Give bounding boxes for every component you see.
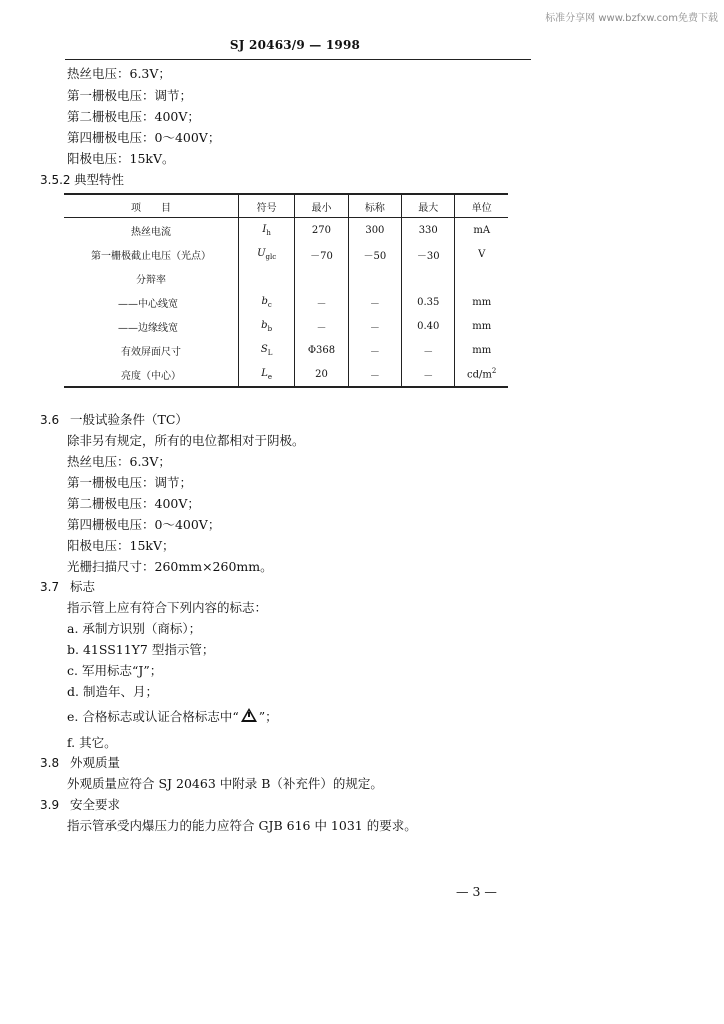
cell-max: [402, 266, 455, 290]
cell-nominal: －: [348, 362, 401, 387]
col-header-max: 最大: [402, 194, 455, 218]
cell-max: －: [402, 362, 455, 387]
cell-unit: V: [455, 242, 508, 266]
section-heading-38: [40, 753, 120, 771]
section-title: 外观质量: [70, 755, 121, 770]
table-row: [64, 266, 508, 290]
cell-name: 有效屏面尺寸: [120, 346, 181, 358]
list-item: f. 其它。: [67, 735, 117, 750]
page-number: — 3 —: [456, 884, 497, 899]
body-line: 指示管上应有符合下列内容的标志：: [67, 600, 268, 615]
section-title: 典型特性: [74, 172, 125, 187]
cell-unit: mm: [455, 338, 508, 362]
cell-nominal: －50: [348, 242, 401, 266]
cell-max: －30: [402, 242, 455, 266]
col-header-min: 最小: [295, 194, 348, 218]
table-row: [64, 218, 508, 243]
cell-max: 330: [402, 218, 455, 243]
cell-min: －: [295, 314, 348, 338]
cell-min: 20: [295, 362, 348, 387]
body-line: 光栅扫描尺寸：260mm×260mm。: [67, 559, 273, 574]
cell-unit: mm: [455, 314, 508, 338]
list-item: d. 制造年、月；: [67, 684, 158, 699]
warning-triangle-icon: [241, 708, 257, 722]
body-line: 阳极电压：15kV；: [67, 538, 175, 553]
condition-line: 阳极电压：15kV。: [67, 151, 175, 166]
list-item: a. 承制方识别（商标）；: [67, 621, 202, 636]
cell-max: 0.35: [402, 290, 455, 314]
section-heading-352: [40, 170, 124, 188]
section-number: 3.6: [40, 413, 60, 427]
list-item: b. 41SS11Y7 型指示管；: [67, 642, 215, 657]
cell-name: 亮度（中心）: [120, 370, 181, 382]
cell-symbol: $L_e$: [238, 362, 294, 387]
cell-name: ——边缘线宽: [118, 322, 178, 334]
cell-nominal: [348, 266, 401, 290]
body-line: 指示管承受内爆压力的能力应符合 GJB 616 中 1031 的要求。: [67, 818, 417, 833]
cell-name: ——中心线宽: [118, 298, 178, 310]
section-title: 标志: [70, 579, 96, 594]
table-row: [64, 290, 508, 314]
cell-symbol: $S_L$: [238, 338, 294, 362]
col-header-item: 项 目: [64, 194, 238, 218]
body-line: 除非另有规定，所有的电位都相对于阴极。: [67, 433, 305, 448]
col-header-unit: 单位: [455, 194, 508, 218]
condition-line: 第一栅极电压：调节；: [67, 88, 193, 103]
section-number: 3.8: [40, 756, 60, 770]
col-header-symbol: 符号: [238, 194, 294, 218]
cell-min: －70: [295, 242, 348, 266]
section-heading-36: [40, 410, 188, 428]
cell-symbol: $U_{glc}$: [238, 242, 294, 266]
list-item: c. 军用标志“J”；: [67, 663, 163, 678]
page-header-title: SJ 20463/9 — 1998: [229, 38, 361, 52]
cell-unit: [455, 266, 508, 290]
body-line: 外观质量应符合 SJ 20463 中附录 B（补充件）的规定。: [67, 776, 383, 791]
table-row: [64, 314, 508, 338]
cell-nominal: 300: [348, 218, 401, 243]
cell-min: Φ368: [295, 338, 348, 362]
cell-symbol: $b_c$: [238, 290, 294, 314]
cell-symbol: $b_b$: [238, 314, 294, 338]
cell-min: －: [295, 290, 348, 314]
condition-line: 热丝电压：6.3V；: [67, 66, 171, 81]
cell-name: 分辩率: [135, 274, 166, 286]
cell-min: 270: [295, 218, 348, 243]
cell-max: －: [402, 338, 455, 362]
cell-nominal: －: [348, 290, 401, 314]
table-row: [64, 338, 508, 362]
col-header-nominal: 标称: [348, 194, 401, 218]
cell-symbol: [238, 266, 294, 290]
table-header-row: [64, 194, 508, 218]
list-item: e. 合格标志或认证合格标志中“ ”；: [67, 709, 278, 724]
cell-symbol: $I_h$: [238, 218, 294, 243]
cell-unit: mA: [455, 218, 508, 243]
condition-line: 第二栅极电压：400V；: [67, 109, 200, 124]
header-rule: [65, 59, 531, 60]
table-row: [64, 242, 508, 266]
body-line: 第二栅极电压：400V；: [67, 496, 200, 511]
cell-name: 热丝电流: [130, 226, 171, 238]
body-line: 第四栅极电压：0～400V；: [67, 517, 221, 532]
cell-unit: mm: [455, 290, 508, 314]
cell-nominal: －: [348, 314, 401, 338]
section-heading-37: [40, 577, 95, 595]
section-number: 3.5.2: [40, 173, 71, 187]
section-title: 安全要求: [70, 797, 121, 812]
cell-nominal: －: [348, 338, 401, 362]
table-row: [64, 362, 508, 387]
section-number: 3.9: [40, 798, 60, 812]
characteristics-table: [64, 193, 508, 388]
section-title: 一般试验条件（TC）: [70, 412, 188, 427]
body-line: 第一栅极电压：调节；: [67, 475, 193, 490]
section-number: 3.7: [40, 580, 60, 594]
section-heading-39: [40, 795, 120, 813]
cell-min: [295, 266, 348, 290]
cell-max: 0.40: [402, 314, 455, 338]
watermark: 标准分享网 www.bzfxw.com免费下载: [545, 13, 718, 24]
condition-line: 第四栅极电压：0～400V；: [67, 130, 221, 145]
cell-name: 第一栅极截止电压（光点）: [90, 250, 211, 262]
cell-unit: $cd/m^2$: [455, 362, 508, 387]
body-line: 热丝电压：6.3V；: [67, 454, 171, 469]
